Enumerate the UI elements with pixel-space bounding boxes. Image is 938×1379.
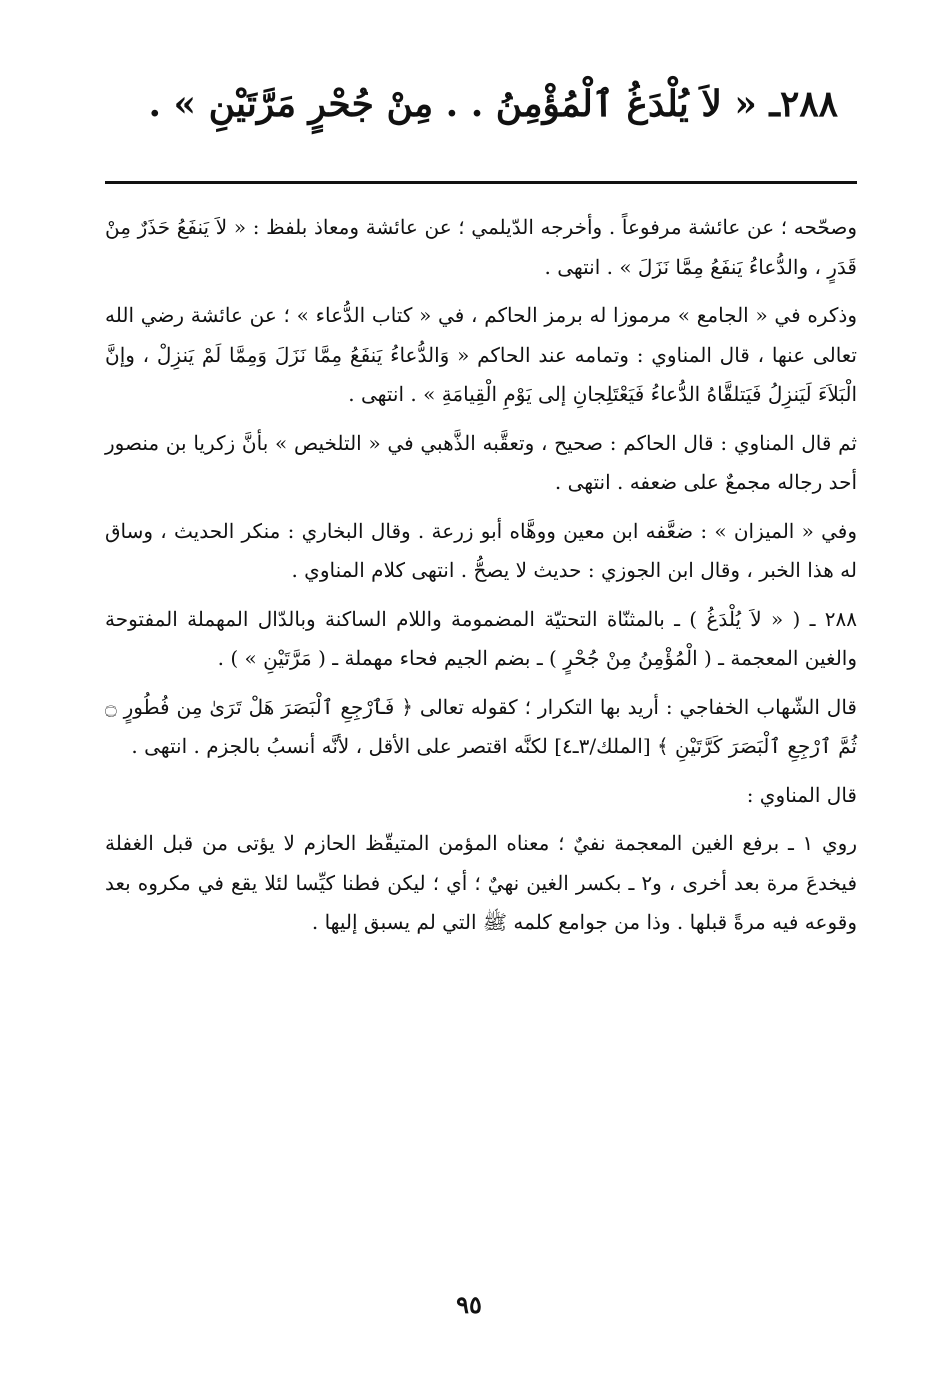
paragraph: وصحّحه ؛ عن عائشة مرفوعاً . وأخرجه الدّيلمي ؛ عن عائشة ومعاذ بلفظ : « لاَ يَنفَعُ حَذَرٌ مِنْ قَدَرٍ ، والدُّعاءُ يَنفَعُ مِمَّا نَزَلَ » . انتهى . <box>105 215 857 279</box>
paragraph: قال المناوي : <box>746 782 857 807</box>
paragraph: روي ١ ـ برفع الغين المعجمة نفيٌ ؛ معناه المؤمن المتيقّظ الحازم لا يؤتى من قبل الغفلة فيخدعَ مرة بعد أخرى ، و٢ ـ بكسر الغين نهيٌ ؛ أي ؛ ليكن فطنا كيِّسا لئلا يقع في مكروه بعد وقوعه فيه مرةً قبلها . وذا من جوامع كلمه ﷺ التي لم يسبق إليها . <box>105 831 858 934</box>
paragraph: قال الشّهاب الخفاجي : أريد بها التكرار ؛ كقوله تعالى ﴿ فَٱرْجِعِ ٱلْبَصَرَ هَلْ تَرَىٰ مِن فُطُورٍ ۝ ثُمَّ ٱرْجِعِ ٱلْبَصَرَ كَرَّتَيْنِ ﴾ [الملك/٣ـ٤] لكنَّه اقتصر على الأقل ، لأنَّه أنسبُ بالجزم . انتهى . <box>105 694 857 758</box>
paragraph: وفي « الميزان » : ضعَّفه ابن معين ووهَّاه أبو زرعة . وقال البخاري : منكر الحديث ، وساق له هذا الخبر ، وقال ابن الجوزي : حديث لا يصحُّ . انتهى كلام المناوي . <box>105 518 857 582</box>
commentary-body <box>105 208 857 952</box>
page-number: ٩٥ <box>456 1290 482 1319</box>
horizontal-rule <box>105 181 857 184</box>
paragraph: ٢٨٨ ـ ( « لاَ يُلْدَغُ ) ـ بالمثنّاة التحتيّة المضمومة واللام الساكنة وبالدّال المهملة المفتوحة والغين المعجمة ـ ( الْمُؤْمِنُ مِنْ جُحْرٍ ) ـ بضم الجيم فحاء مهملة ـ ( مَرَّتَيْنِ » ) . <box>105 606 857 670</box>
paragraph: وذكره في « الجامع » مرموزا له برمز الحاكم ، في « كتاب الدُّعاء » ؛ عن عائشة رضي الله تعالى عنها ، قال المناوي : وتمامه عند الحاكم « وَالدُّعاءُ يَنفَعُ مِمَّا نَزَلَ وَمِمَّا لَمْ يَنزِلْ ، وإنَّ الْبَلاَءَ لَيَنزِلُ فَيَتلقَّاهُ الدُّعاءُ فَيَعْتَلِجانِ إلى يَوْمِ الْقِيامَةِ » . انتهى . <box>105 303 857 406</box>
paragraph: ثم قال المناوي : قال الحاكم : صحيح ، وتعقَّبه الذَّهبي في « التلخيص » بأنَّ زكريا بن منصور أحد رجاله مجمعٌ على ضعفه . انتهى . <box>105 430 857 494</box>
hadith-heading: ٢٨٨ـ « لاَ يُلْدَغُ ٱلْمُؤْمِنُ . . مِنْ جُحْرٍ مَرَّتَيْنِ » . <box>148 83 838 125</box>
